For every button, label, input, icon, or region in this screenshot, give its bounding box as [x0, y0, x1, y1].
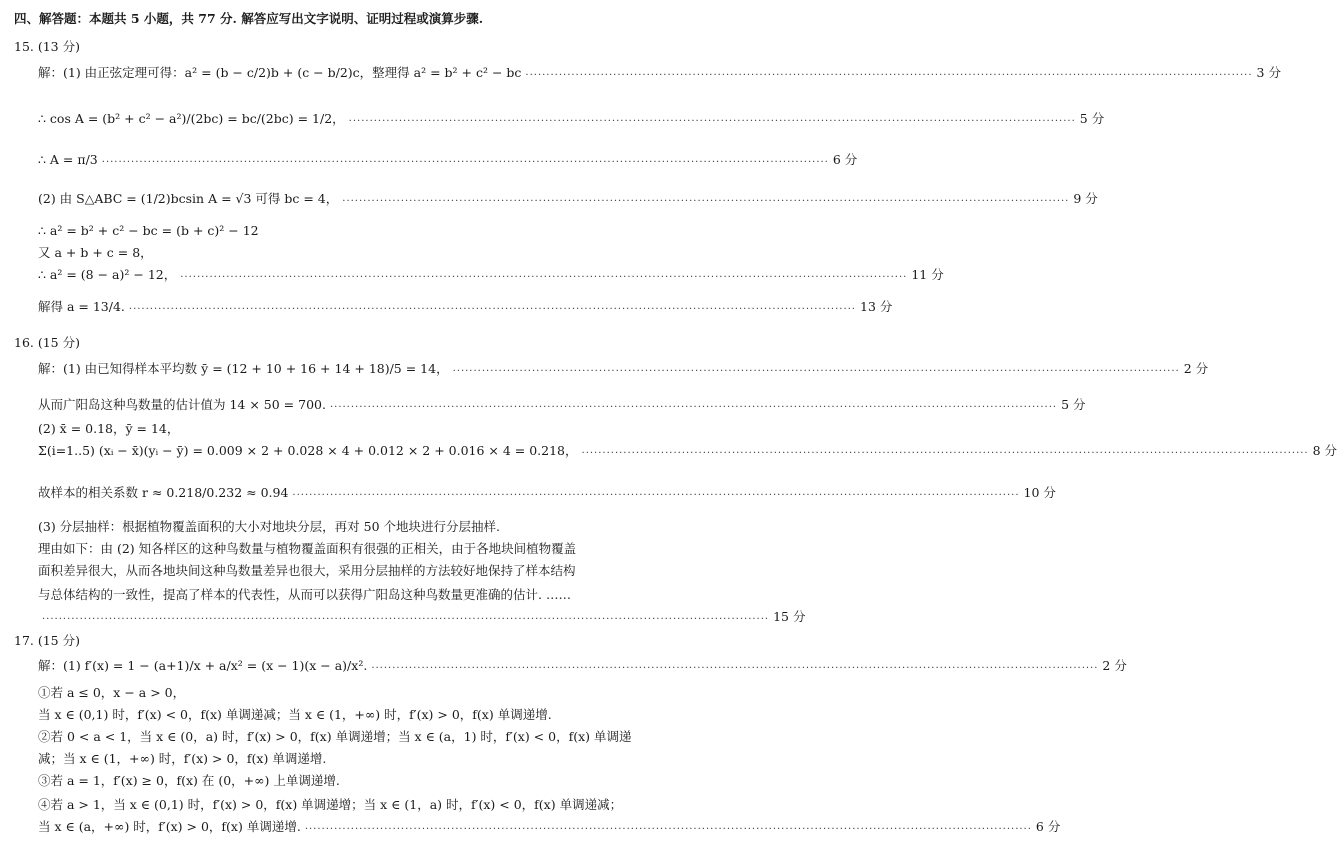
line-text: 解：(1) 由已知得样本平均数 ȳ = (12 + 10 + 16 + 14 + 18)/5 = 14， [38, 361, 449, 376]
leader-dots: .............................................................................................................................................................................. [128, 301, 856, 312]
score-label: 3 分 [1256, 65, 1281, 80]
score-label: 9 分 [1073, 191, 1098, 206]
line-text: ∴ A = π/3 [38, 152, 98, 167]
solution-line [38, 396, 1086, 414]
solution-line [38, 110, 1105, 128]
line-text: Σ(i=1..5) (xᵢ − x̄)(yᵢ − ȳ) = 0.009 × 2 + 0.028 × 4 + 0.012 × 2 + 0.016 × 4 = 0.218， [38, 443, 578, 458]
line-text: 从而广阳岛这种鸟数量的估计值为 14 × 50 = 700. [38, 397, 326, 412]
score-label: 6 分 [832, 152, 858, 167]
solution-line [38, 540, 662, 558]
line-text: 减；当 x ∈ (1，+∞) 时，f′(x) > 0，f(x) 单调递增. [38, 751, 327, 766]
line-text: 15. (13 分) [14, 39, 80, 54]
solution-line [38, 420, 662, 438]
solution-line [14, 38, 662, 56]
solution-line [38, 266, 944, 284]
line-text: ∴ a² = (8 − a)² − 12， [38, 267, 177, 282]
leader-dots: .............................................................................................................................................................................. [371, 660, 1099, 671]
solution-line [38, 684, 662, 702]
solution-line [38, 484, 1056, 502]
solution-line [38, 728, 662, 746]
line-text: 当 x ∈ (0,1) 时，f′(x) < 0，f(x) 单调递减；当 x ∈ (1，+∞) 时，f′(x) > 0，f(x) 单调递增. [38, 707, 552, 722]
leader-dots: .............................................................................................................................................................................. [304, 821, 1032, 832]
score-label: 13 分 [860, 299, 893, 314]
line-text: (3) 分层抽样：根据植物覆盖面积的大小对地块分层，再对 50 个地块进行分层抽样. [38, 519, 501, 534]
line-text: ④若 a > 1，当 x ∈ (0,1) 时，f′(x) > 0，f(x) 单调递增；当 x ∈ (1，a) 时，f′(x) < 0，f(x) 单调递减； [38, 797, 623, 812]
section-header: 四、解答题：本题共 5 小题，共 77 分. 解答应写出文字说明、证明过程或演算步骤. [14, 11, 484, 26]
leader-dots: .............................................................................................................................................................................. [525, 67, 1253, 78]
solution-line [38, 706, 662, 724]
score-label: 10 分 [1023, 485, 1056, 500]
line-text: ∴ cos A = (b² + c² − a²)/(2bc) = bc/(2bc) = 1/2， [38, 111, 345, 126]
solution-line [38, 772, 662, 790]
line-text: 解：(1) 由正弦定理可得：a² = (b − c/2)b + (c − b/2)c，整理得 a² = b² + c² − bc [38, 65, 522, 80]
score-label: 15 分 [773, 609, 806, 624]
solution-line [38, 796, 662, 814]
line-text: 面积差异很大，从而各地块间这种鸟数量差异也很大，采用分层抽样的方法较好地保持了样本结构 [38, 563, 576, 578]
solution-line [38, 360, 1209, 378]
leader-dots: .............................................................................................................................................................................. [101, 154, 829, 165]
line-text: 又 a + b + c = 8， [38, 245, 153, 260]
line-text: 理由如下：由 (2) 知各样区的这种鸟数量与植物覆盖面积有很强的正相关，由于各地块间植物覆盖 [38, 541, 577, 556]
leader-dots: .............................................................................................................................................................................. [292, 487, 1020, 498]
line-text: 16. (15 分) [14, 335, 80, 350]
solution-line [38, 222, 662, 240]
line-text: 当 x ∈ (a，+∞) 时，f′(x) > 0，f(x) 单调递增. [38, 819, 301, 834]
line-text: 解：(1) f′(x) = 1 − (a+1)/x + a/x² = (x − 1)(x − a)/x². [38, 658, 368, 673]
line-text: ①若 a ≤ 0，x − a > 0， [38, 685, 186, 700]
solution-line [38, 657, 1127, 675]
solution-line [38, 750, 662, 768]
line-text: (2) x̄ = 0.18，ȳ = 14， [38, 421, 180, 436]
line-text: ③若 a = 1，f′(x) ≥ 0，f(x) 在 (0，+∞) 上单调递增. [38, 773, 340, 788]
line-text: 故样本的相关系数 r ≈ 0.218/0.232 ≈ 0.94 [38, 485, 289, 500]
solution-line [14, 334, 662, 352]
solution-line [38, 586, 662, 604]
score-label: 11 分 [911, 267, 944, 282]
leader-dots: .............................................................................................................................................................................. [329, 399, 1058, 410]
score-label: 2 分 [1102, 658, 1127, 673]
score-label: 5 分 [1061, 397, 1086, 412]
solution-line [38, 298, 893, 316]
leader-dots: .............................................................................................................................................................................. [348, 113, 1076, 124]
solution-line [38, 151, 858, 169]
solution-line [14, 632, 662, 650]
leader-dots: .............................................................................................................................................................................. [42, 611, 770, 622]
solution-line [38, 518, 662, 536]
line-text: ∴ a² = b² + c² − bc = (b + c)² − 12 [38, 223, 259, 238]
line-text: 解得 a = 13/4. [38, 299, 125, 314]
line-text: (2) 由 S△ABC = (1/2)bcsin A = √3 可得 bc = 4， [38, 191, 339, 206]
solution-line [38, 442, 1337, 460]
line-text: 与总体结构的一致性，提高了样本的代表性，从而可以获得广阳岛这种鸟数量更准确的估计. …… [38, 587, 571, 602]
line-text: 17. (15 分) [14, 633, 80, 648]
solution-line [38, 244, 662, 262]
leader-dots: .............................................................................................................................................................................. [581, 445, 1309, 456]
leader-dots: .............................................................................................................................................................................. [180, 269, 908, 280]
line-text: ②若 0 < a < 1，当 x ∈ (0，a) 时，f′(x) > 0，f(x) 单调递增；当 x ∈ (a，1) 时，f′(x) < 0，f(x) 单调递 [38, 729, 632, 744]
leader-dots: .............................................................................................................................................................................. [342, 193, 1070, 204]
solution-line [38, 190, 1098, 208]
solution-line [38, 608, 806, 626]
score-label: 5 分 [1079, 111, 1105, 126]
solution-line [38, 818, 1061, 836]
score-label: 2 分 [1183, 361, 1209, 376]
solution-line [38, 64, 1281, 82]
leader-dots: .............................................................................................................................................................................. [452, 363, 1180, 374]
solution-line [38, 562, 662, 580]
score-label: 8 分 [1312, 443, 1337, 458]
score-label: 6 分 [1035, 819, 1061, 834]
